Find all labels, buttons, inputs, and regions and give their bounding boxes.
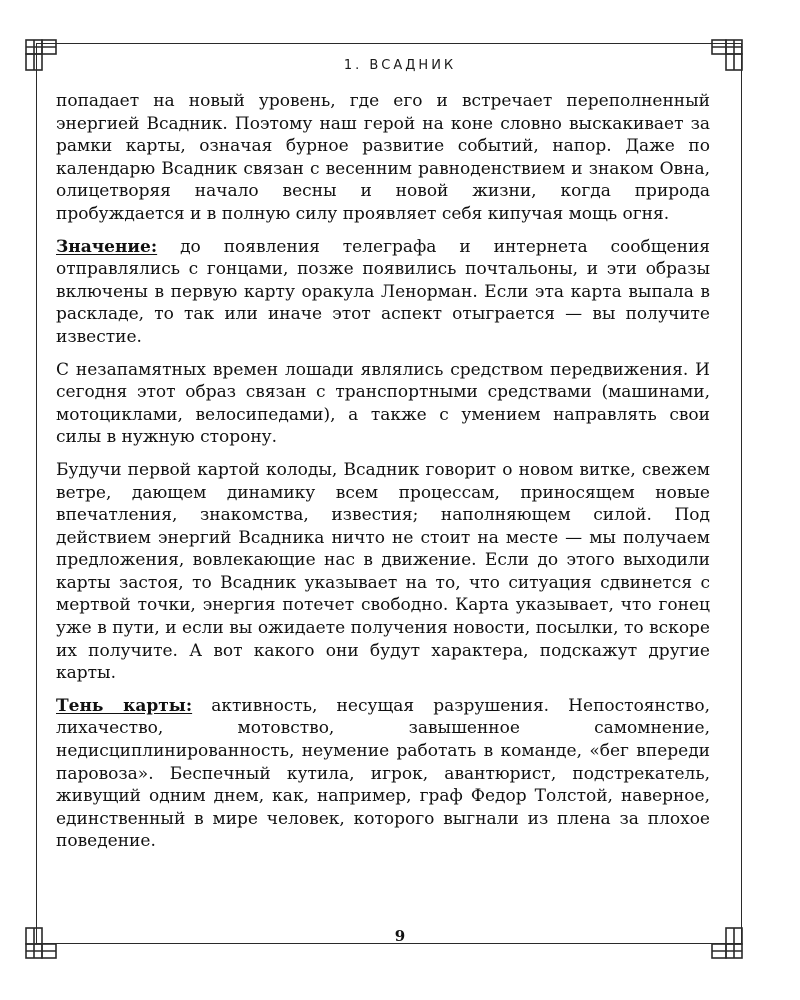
- meaning-text: до появления телеграфа и интернета сообщения отправлялись с гонцами, позже появились почтальоны, и эти образы включены в первую карту оракула Ленорман. Если эта карта выпала в раскладе, то так или иначе этот аспект отыграется — вы получите известие.: [56, 236, 710, 347]
- running-head: 1. ВСАДНИК: [343, 58, 457, 73]
- paragraph-shadow: [56, 695, 710, 853]
- term-meaning: Значение:: [56, 236, 158, 257]
- paragraph-first-card: Будучи первой картой колоды, Всадник говорит о новом витке, свежем ветре, дающем динамику всем процессам, приносящем новые впечатления, знакомства, известия; наполняющем силой. Под действием энергий Всадника ничто не стоит на месте — мы получаем предложения, вовлекающие нас в движение. Если до этого выходили карты застоя, то Всадник указывает на то, что ситуация сдвинется с мертвой точки, энергия потечет свободно. Карта указывает, что гонец уже в пути, и если вы ожидаете получения новости, посылки, то вскоре их получите. А вот какого они будут характера, подскажут другие карты.: [56, 459, 710, 684]
- paragraph-continuation: попадает на новый уровень, где его и встречает переполненный энергией Всадник. Поэтому наш герой на коне словно выскакивает за рамки карты, означая бурное развитие событий, напор. Даже по календарю Всадник связан с весенним равноденствием и знаком Овна, олицетворяя начало весны и новой жизни, когда природа пробуждается и в полную силу проявляет себя кипучая мощь огня.: [56, 91, 710, 224]
- term-shadow: Тень карты:: [56, 695, 193, 716]
- paragraph-transport: С незапамятных времен лошади являлись средством передвижения. И сегодня этот образ связан с транспортными средствами (машинами, мотоциклами, велосипедами), а также с умением направлять свои силы в нужную сторону.: [56, 359, 710, 448]
- shadow-text: активность, несущая разрушения. Непостоянство, лихачество, мотовство, завышенное самомнение, недисциплинированность, неумение работать в команде, «бег впереди паровоза». Беспечный кутила, игрок, авантюрист, подстрекатель, живущий одним днем, как, например, граф Федор Толстой, наверное, единственный в мире человек, которого выгнали из плена за плохое поведение.: [56, 695, 710, 852]
- paragraph-meaning: [56, 236, 710, 349]
- page-number: 9: [394, 927, 406, 945]
- page-body: [56, 90, 710, 863]
